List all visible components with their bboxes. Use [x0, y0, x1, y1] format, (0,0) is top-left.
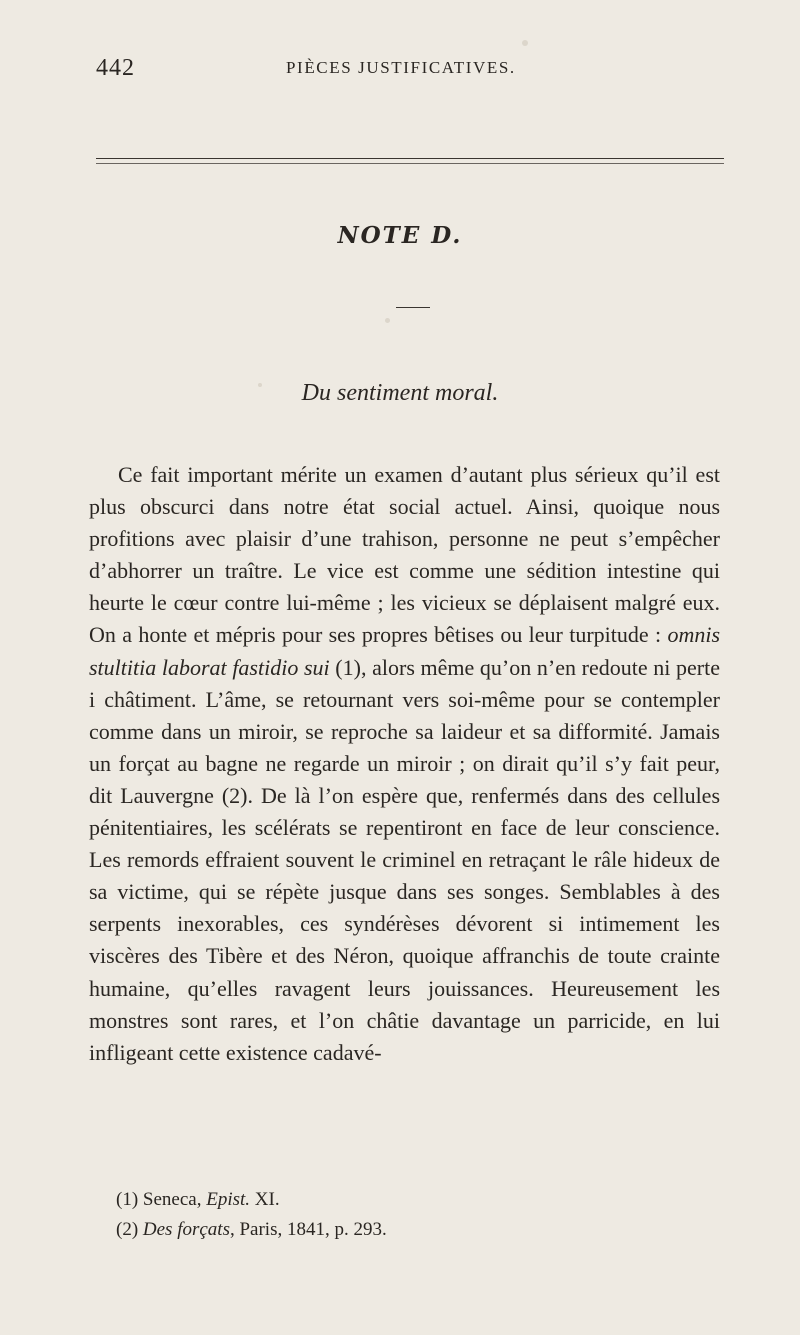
footnote-1	[116, 1185, 716, 1215]
footnote-rest: XI.	[250, 1189, 280, 1210]
page-header	[96, 55, 726, 87]
paper-stain	[385, 318, 390, 323]
footnote-work: Des forçats	[142, 1219, 230, 1240]
footnote-reference-1: (1)	[329, 654, 361, 680]
paragraph-text-after: . De là l’on espère que, renfermés dans des cellules pénitentiaires, les scélérats se repentiront en face de leur conscience. Les remords effraient souvent le criminel en retraçant le râle hideux de sa victime, qui se répète jusque dans ses songes. Semblables à des serpents inexorables, ces syndérèses dévorent si intimement les viscères des Tibère et des Néron, quoique affranchis de toute crainte humaine, qu’elles ravagent leurs jouissances. Heureusement les monstres sont rares, et l’on châtie davantage un parricide, en lui infligeant cette existence cadavé-	[89, 782, 721, 1065]
latin-quote: omnis stultitia laborat fastidio sui	[89, 622, 720, 680]
footnote-marker: (1)	[116, 1189, 143, 1210]
footnotes	[116, 1185, 716, 1245]
running-head: PIÈCES JUSTIFICATIVES.	[286, 58, 516, 77]
paragraph	[89, 459, 720, 1069]
footnote-reference-2: (2)	[213, 782, 248, 808]
footnote-work: Epist.	[206, 1189, 251, 1210]
note-title: NOTE D.	[337, 222, 463, 249]
body-text	[89, 459, 720, 1069]
section-title: Du sentiment moral.	[301, 380, 499, 406]
page-number: 442	[96, 55, 135, 81]
paragraph-text-middle: , alors même qu’on n’en redoute ni perte i châtiment. L’âme, se retournant vers soi-même pour se contempler comme dans un miroir, se reproche sa laideur et sa difformité. Jamais un forçat au bagne ne regarde un miroir ; on dirait qu’il s’y fait peur, dit Lauvergne	[89, 654, 720, 808]
footnote-marker: (2)	[116, 1219, 143, 1240]
title-separator	[396, 307, 430, 308]
footnote-2	[116, 1215, 716, 1245]
paper-stain	[522, 40, 528, 46]
footnote-author: Seneca,	[142, 1189, 207, 1210]
paragraph-text-before-quote: Ce fait important mérite un examen d’autant plus sérieux qu’il est plus obscurci dans notre état social actuel. Ainsi, quoique nous profitions avec plaisir d’une trahison, personne ne peut s’empêcher d’abhorrer un traître. Le vice est comme une sédition intestine qui heurte le cœur contre lui-même ; les vicieux se déplaisent malgré eux. On a honte et mépris pour ses propres bêtises ou leur turpitude :	[89, 462, 720, 648]
header-rule	[96, 158, 724, 159]
footnote-rest: , Paris, 1841, p. 293.	[229, 1219, 387, 1240]
header-rule-thin	[96, 163, 724, 164]
